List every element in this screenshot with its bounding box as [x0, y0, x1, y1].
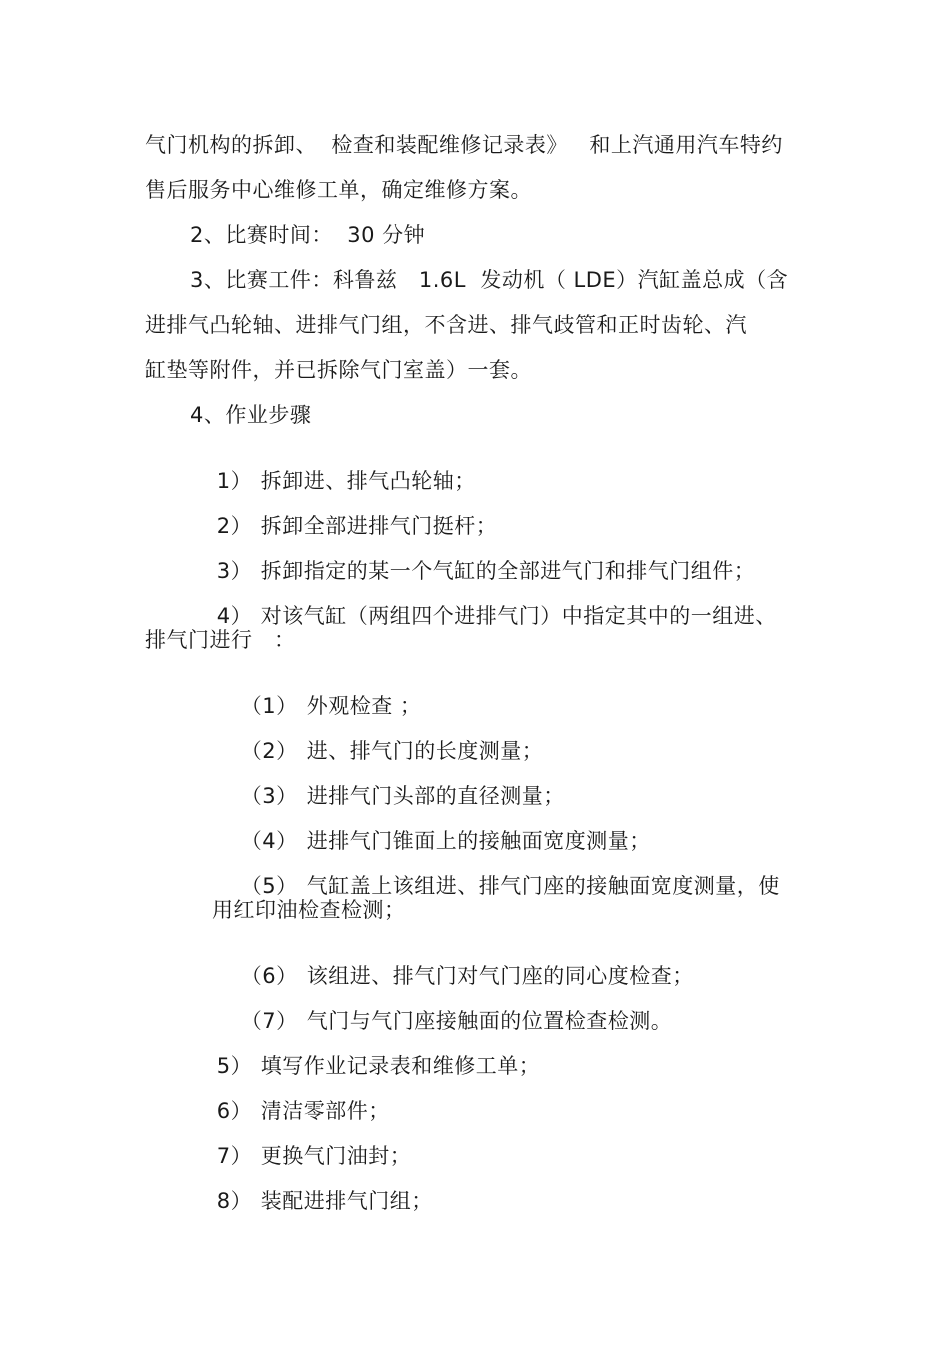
step-number: 3） [216, 559, 253, 583]
section-3-line-3: 缸垫等附件，并已拆除气门室盖）一套。 [145, 358, 532, 382]
substep-text: 外观检查 ； [306, 694, 422, 718]
step-number: 6） [216, 1099, 253, 1123]
substep-text: 该组进、排气门对气门座的同心度检查； [306, 964, 694, 988]
substep-number: （2） [240, 739, 298, 763]
section-3-line-2: 进排气凸轮轴、进排气门组，不含进、排气歧管和正时齿轮、汽 [145, 313, 747, 337]
substep-text: 进、排气门的长度测量； [306, 739, 544, 763]
substep-number: （3） [240, 784, 298, 808]
step-text: 拆卸全部进排气门挺杆； [260, 514, 498, 538]
substep-text: 进排气门锥面上的接触面宽度测量； [306, 829, 651, 853]
substep-text: 气缸盖上该组进、排气门座的接触面宽度测量，使 [306, 874, 780, 898]
section-4-title: 4、作业步骤 [190, 403, 312, 427]
intro-line-2: 售后服务中心维修工单，确定维修方案。 [145, 178, 532, 202]
step-4-continuation: 排气门进行 ： [145, 628, 296, 652]
step-item [188, 1170, 433, 1233]
substep-text: 气门与气门座接触面的位置检查检测。 [306, 1009, 673, 1033]
step-text: 对该气缸（两组四个进排气门）中指定其中的一组进、 [260, 604, 777, 628]
step-text: 装配进排气门组； [260, 1189, 433, 1213]
step-number: 7） [216, 1144, 253, 1168]
step-number: 8） [216, 1189, 253, 1213]
substep-number: （5） [240, 874, 298, 898]
substep-number: （4） [240, 829, 298, 853]
section-3-line-1: 3、比赛工件：科鲁兹 1.6L 发动机（ LDE）汽缸盖总成（含 [190, 268, 789, 292]
substep-number: （1） [240, 694, 298, 718]
substep-number: （7） [240, 1009, 298, 1033]
section-2-competition-time: 2、比赛时间： 30 分钟 [190, 223, 426, 247]
step-text: 填写作业记录表和维修工单； [260, 1054, 541, 1078]
step-text: 拆卸进、排气凸轮轴； [260, 469, 476, 493]
step-number: 5） [216, 1054, 253, 1078]
step-text: 更换气门油封； [260, 1144, 412, 1168]
step-number: 4） [216, 604, 253, 628]
step-text: 拆卸指定的某一个气缸的全部进气门和排气门组件； [260, 559, 756, 583]
substep-5-continuation: 用红印油检查检测； [212, 898, 406, 922]
intro-line-1: 气门机构的拆卸、 检查和装配维修记录表》 和上汽通用汽车特约 [145, 133, 783, 157]
step-text: 清洁零部件； [260, 1099, 390, 1123]
substep-text: 进排气门头部的直径测量； [306, 784, 565, 808]
step-number: 1） [216, 469, 253, 493]
step-number: 2） [216, 514, 253, 538]
substep-number: （6） [240, 964, 298, 988]
